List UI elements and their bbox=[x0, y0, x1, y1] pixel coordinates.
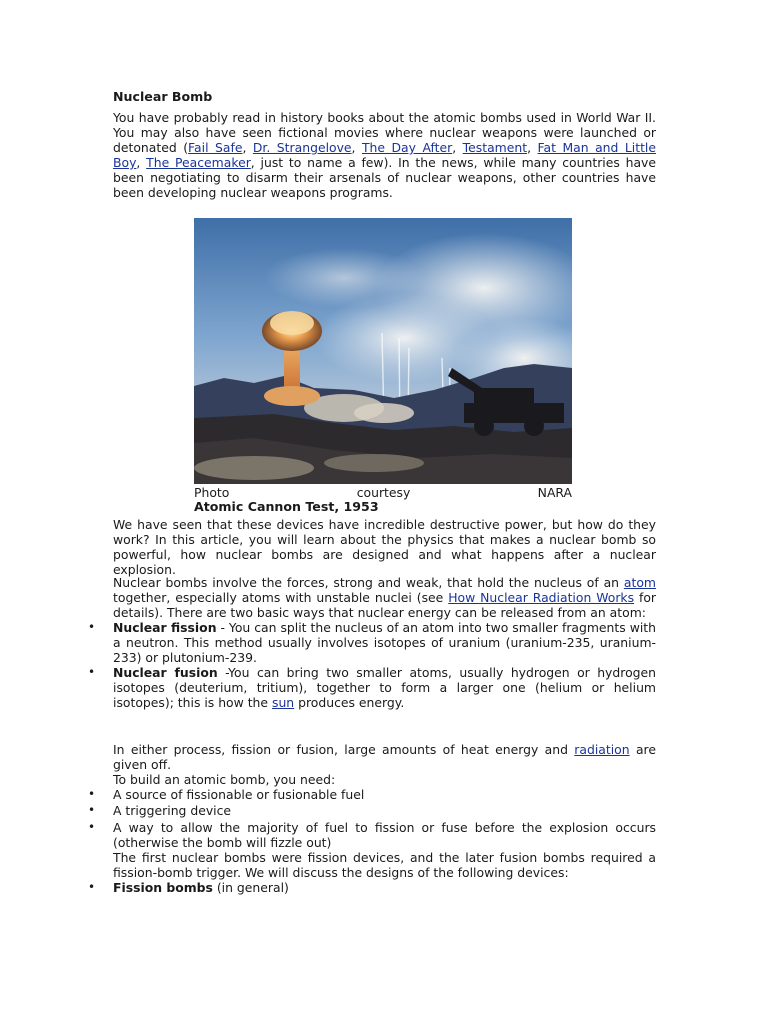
list-item-majority: A way to allow the majority of fuel to fission or fuse before the explosion occurs (otherwise the bomb will fizzle out) bbox=[113, 820, 656, 850]
list-item-term: Nuclear fusion bbox=[113, 665, 218, 680]
intro-paragraph bbox=[113, 110, 656, 200]
list-item-fission bbox=[113, 620, 656, 665]
separator: , bbox=[452, 140, 463, 155]
intro-text-end: , just to name a few). In the news, while many countries have been negotiating to disarm their arsenals of nuclear weapons, other countries have been developing nuclear weapons programs. bbox=[113, 155, 657, 200]
list-item-desc: (in general) bbox=[212, 880, 289, 895]
bullet-icon: • bbox=[88, 787, 96, 801]
list-item-trigger: A triggering device bbox=[113, 803, 232, 818]
separator: , bbox=[351, 140, 362, 155]
process-text-end: are given off. bbox=[113, 742, 656, 772]
list-item-fusion bbox=[113, 665, 656, 710]
forces-text-2: together, especially atoms with unstable nuclei (see bbox=[113, 590, 449, 605]
link-sun[interactable]: sun bbox=[271, 695, 295, 710]
credit-word-nara: NARA bbox=[537, 485, 572, 500]
forces-text-3: for details). There are two basic ways that nuclear energy can be released from an atom: bbox=[113, 590, 657, 620]
link-dr-strangelove[interactable]: Dr. Strangelove bbox=[252, 140, 352, 155]
credit-word-photo: Photo bbox=[194, 485, 230, 500]
link-atom[interactable]: atom bbox=[623, 575, 656, 590]
list-item-fission-bombs bbox=[113, 880, 656, 895]
link-fail-safe[interactable]: Fail Safe bbox=[188, 140, 243, 155]
paragraph-forces bbox=[113, 575, 656, 620]
separator: , bbox=[242, 140, 253, 155]
atomic-cannon-photo bbox=[194, 218, 572, 484]
list-item-desc: - You can split the nucleus of an atom into two smaller fragments with a neutron. This method usually involves isotopes of uranium (uranium-235, uranium-233) or plutonium-239. bbox=[113, 620, 656, 665]
link-radiation[interactable]: radiation bbox=[574, 742, 630, 757]
forces-text: Nuclear bombs involve the forces, strong and weak, that hold the nucleus of an bbox=[113, 575, 624, 590]
photo-credit bbox=[194, 485, 572, 500]
link-testament[interactable]: Testament bbox=[462, 140, 528, 155]
bullet-icon: • bbox=[88, 803, 96, 817]
list-item-term: Fission bombs bbox=[113, 880, 213, 895]
list-item-desc: -You can bring two smaller atoms, usually hydrogen or hydrogen isotopes (deuterium, tritium), together to form a larger one (helium or helium isotopes); this is how the bbox=[113, 665, 657, 710]
link-fat-man-and-little-boy[interactable]: Fat Man and Little Boy bbox=[113, 140, 656, 170]
bullet-icon: • bbox=[88, 620, 96, 634]
bullet-icon: • bbox=[88, 665, 96, 679]
paragraph-devices: We have seen that these devices have incredible destructive power, but how do they work? In this article, you will learn about the physics that makes a nuclear bomb so powerful, how nuclear bombs are designed and what happens after a nuclear explosion. bbox=[113, 517, 656, 577]
intro-text: You have probably read in history books about the atomic bombs used in World War II. You may also have seen fictional movies where nuclear weapons were launched or detonated ( bbox=[113, 110, 656, 155]
bullet-icon: • bbox=[88, 820, 96, 834]
paragraph-either-process bbox=[113, 742, 656, 772]
list-item-desc-end: produces energy. bbox=[294, 695, 405, 710]
credit-word-courtesy: courtesy bbox=[356, 485, 411, 500]
photo-illustration bbox=[194, 218, 572, 484]
paragraph-to-build: To build an atomic bomb, you need: bbox=[113, 772, 336, 787]
bullet-icon: • bbox=[88, 880, 96, 894]
link-the-day-after[interactable]: The Day After bbox=[361, 140, 453, 155]
list-item-term: Nuclear fission bbox=[113, 620, 217, 635]
link-how-nuclear-radiation-works[interactable]: How Nuclear Radiation Works bbox=[448, 590, 635, 605]
page-title: Nuclear Bomb bbox=[113, 89, 213, 104]
separator: , bbox=[136, 155, 147, 170]
separator: , bbox=[527, 140, 538, 155]
list-item-fuel: A source of fissionable or fusionable fuel bbox=[113, 787, 365, 802]
process-text: In either process, fission or fusion, large amounts of heat energy and bbox=[113, 742, 575, 757]
photo-caption: Atomic Cannon Test, 1953 bbox=[194, 499, 379, 514]
link-the-peacemaker[interactable]: The Peacemaker bbox=[146, 155, 251, 170]
paragraph-first-bombs: The first nuclear bombs were fission devices, and the later fusion bombs required a fission-bomb trigger. We will discuss the designs of the following devices: bbox=[113, 850, 656, 880]
